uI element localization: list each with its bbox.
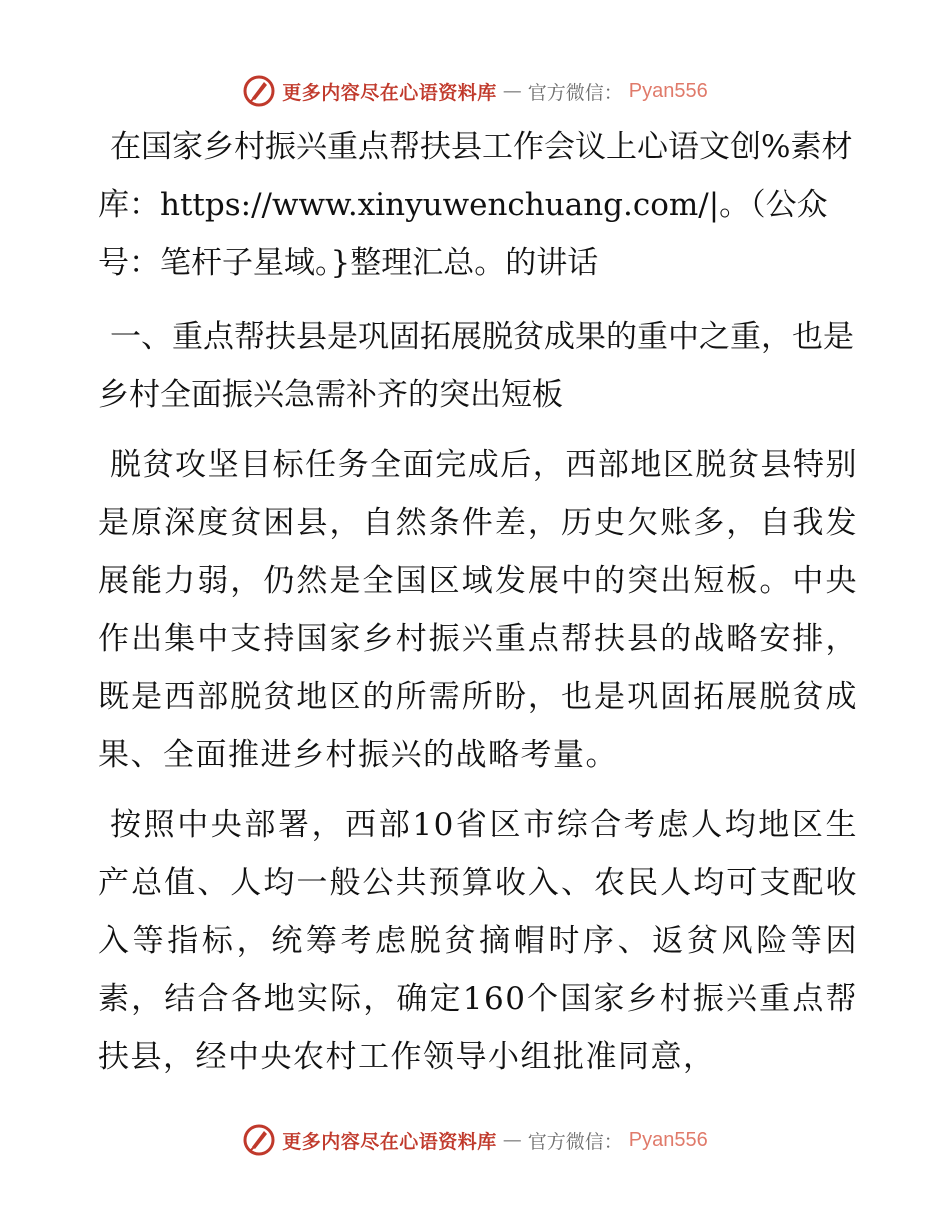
section-heading: 一、重点帮扶县是巩固拓展脱贫成果的重中之重，也是乡村全面振兴急需补齐的突出短板 bbox=[98, 319, 854, 413]
body-paragraph: 按照中央部署，西部10省区市综合考虑人均地区生产总值、人均一般公共预算收入、农民人均可支配收入等指标，统筹考虑脱贫摘帽时序、返贫风险等因素，结合各地实际，确定160个国家乡村振兴重点帮扶县，经中央农村工作领导小组批准同意， bbox=[98, 807, 858, 1075]
watermark-brand-text: 更多内容尽在心语资料库 bbox=[282, 81, 497, 104]
watermark-wechat-id: Pyan556 bbox=[628, 79, 708, 102]
body-paragraph: 脱贫攻坚目标任务全面完成后，西部地区脱贫县特别是原深度贫困县，自然条件差，历史欠账多，自我发展能力弱，仍然是全国区域发展中的突出短板。中央作出集中支持国家乡村振兴重点帮扶县的战略安排，既是西部脱贫地区的所需所盼，也是巩固拓展脱贫成果、全面推进乡村振兴的战略考量。 bbox=[98, 447, 858, 773]
quill-pen-logo-icon bbox=[242, 74, 276, 108]
document-title: 在国家乡村振兴重点帮扶县工作会议上心语文创%素材库：https://www.xinyuwenchuang.com/|。（公众号：笔杆子星域。}整理汇总。的讲话 bbox=[98, 129, 853, 281]
quill-pen-logo-icon bbox=[242, 1123, 276, 1157]
watermark-separator: — bbox=[502, 1129, 522, 1151]
footer-watermark bbox=[0, 1120, 950, 1160]
document-body bbox=[98, 118, 858, 1098]
watermark-brand-text: 更多内容尽在心语资料库 bbox=[282, 1130, 497, 1153]
watermark-separator: — bbox=[502, 80, 522, 102]
header-watermark bbox=[0, 71, 950, 111]
watermark-official-label: 官方微信： bbox=[527, 81, 623, 104]
watermark-wechat-id: Pyan556 bbox=[628, 1128, 708, 1151]
watermark-official-label: 官方微信： bbox=[527, 1130, 623, 1153]
